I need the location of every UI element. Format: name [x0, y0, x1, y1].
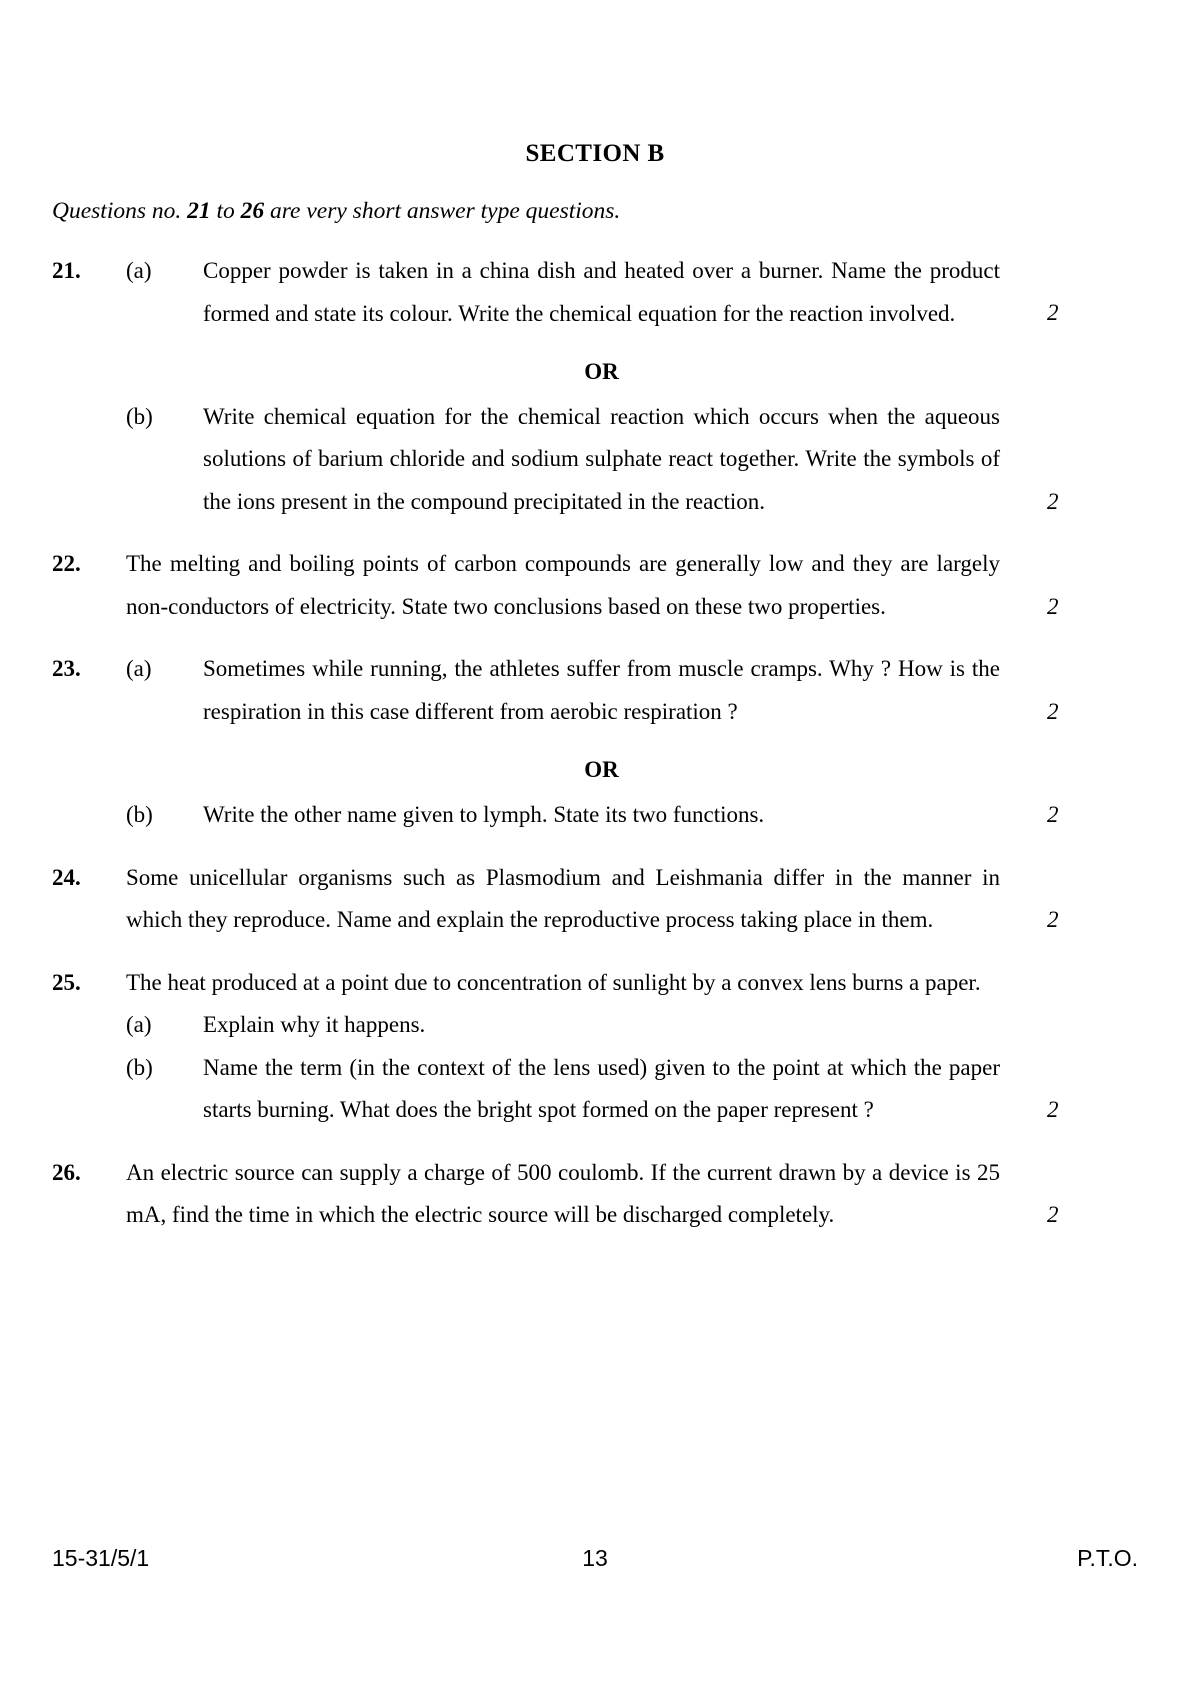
question-item — [0, 857, 1190, 942]
instruction-line — [52, 198, 1052, 225]
question-part-row — [0, 543, 1190, 628]
question-part-text: Write the other name given to lymph. State its two functions. — [203, 802, 765, 828]
question-item — [0, 962, 1190, 1132]
question-part-text: Sometimes while running, the athletes suffer from muscle cramps. Why ? How is the respiration in this case different from aerobic respiration ? — [203, 656, 1000, 724]
question-part-label: (a) — [126, 258, 152, 283]
section-heading: SECTION B — [525, 140, 665, 167]
question-part-label: (b) — [126, 1054, 153, 1080]
question-part-text: Some unicellular organisms such as Plasmodium and Leishmania differ in the manner in which they reproduce. Name and explain the reproductive process taking place in them. — [126, 864, 1000, 933]
question-number: 22. — [52, 551, 81, 577]
instruction-part-1: Questions no. — [52, 198, 188, 224]
question-part-label: (b) — [126, 403, 153, 429]
question-number: 26. — [52, 1159, 81, 1185]
question-number: 24. — [52, 864, 81, 890]
question-number: 23. — [52, 656, 81, 682]
question-marks: 2 — [1047, 489, 1059, 515]
question-part-row — [0, 794, 1190, 837]
question-item — [0, 543, 1190, 628]
question-stem-text: The heat produced at a point due to concentration of sunlight by a convex lens burns a paper. — [126, 969, 981, 995]
question-part-row — [0, 250, 1190, 335]
instruction-range-to: 26 — [240, 198, 265, 224]
question-part-text: Write chemical equation for the chemical reaction which occurs when the aqueous solutions of barium chloride and sodium sulphate react together. Write the symbols of the ions present in the compound precipitated in the reaction. — [203, 403, 1000, 514]
instruction-part-3: are very short answer type questions. — [264, 198, 621, 224]
question-stem-row — [0, 962, 1190, 1005]
question-item — [0, 648, 1190, 836]
question-part-row — [0, 396, 1190, 524]
question-marks: 2 — [1047, 1202, 1059, 1228]
question-marks: 2 — [1047, 300, 1059, 326]
question-marks: 2 — [1047, 907, 1059, 932]
question-part-label: (b) — [126, 802, 153, 828]
question-number: 21. — [52, 258, 81, 283]
paper-code: 15-31/5/1 — [52, 1545, 150, 1571]
question-part-text: Copper powder is taken in a china dish and heated over a burner. Name the product formed and state its colour. Write the chemical equation for the reaction involved. — [203, 258, 1000, 326]
question-part-label: (a) — [126, 1012, 152, 1038]
question-marks: 2 — [1047, 1097, 1059, 1123]
question-marks: 2 — [1047, 802, 1059, 828]
question-marks: 2 — [1047, 593, 1059, 619]
question-part-text: The melting and boiling points of carbon compounds are generally low and they are largely non-conductors of electricity. State two conclusions based on these two properties. — [126, 551, 1000, 619]
question-part-text: Name the term (in the context of the lens used) given to the point at which the paper starts burning. What does the bright spot formed on the paper represent ? — [203, 1054, 1000, 1123]
question-part-label: (a) — [126, 656, 152, 682]
question-part-row — [0, 1004, 1190, 1047]
instruction-range-from: 21 — [187, 198, 211, 224]
instruction-part-2: to — [210, 198, 241, 224]
question-part-row — [0, 857, 1190, 942]
page-footer — [0, 1545, 1190, 1579]
question-part-row — [0, 1047, 1190, 1132]
question-item — [0, 1152, 1190, 1237]
question-number: 25. — [52, 969, 81, 995]
or-separator: OR — [584, 757, 619, 783]
question-part-row — [0, 1152, 1190, 1237]
question-item — [0, 250, 1190, 523]
question-part-text: An electric source can supply a charge of 500 coulomb. If the current drawn by a device is 25 mA, find the time in which the electric source will be discharged completely. — [126, 1159, 1000, 1228]
question-part-text: Explain why it happens. — [203, 1012, 426, 1038]
question-part-row — [0, 648, 1190, 733]
turn-over-label: P.T.O. — [1077, 1545, 1138, 1571]
question-marks: 2 — [1047, 698, 1059, 724]
questions-list — [0, 250, 1190, 1257]
page-number: 13 — [582, 1545, 608, 1571]
or-separator: OR — [584, 359, 619, 385]
